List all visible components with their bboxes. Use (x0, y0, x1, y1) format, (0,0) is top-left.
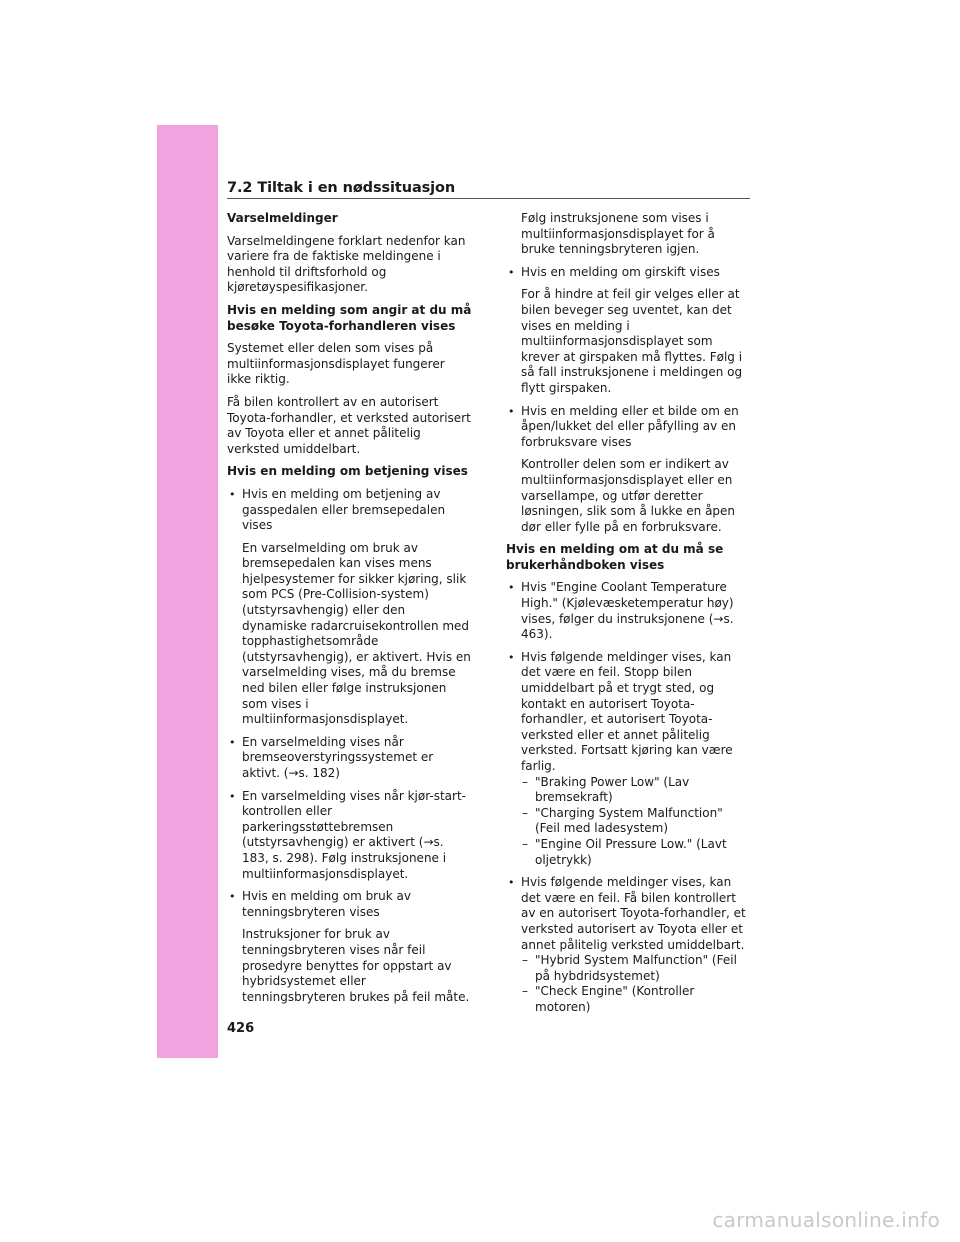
heading-warning-messages: Varselmeldinger (227, 211, 338, 225)
dash-item: – "Hybrid System Malfunction" (Feil på hybdridsystemet) (506, 953, 751, 984)
bullet-item: • Hvis en melding om girskift vises (506, 265, 751, 281)
heading-see-manual: Hvis en melding om at du må se brukerhåndboken vises (506, 542, 724, 572)
bullet-item: • En varselmelding vises når kjør-start-kontrollen eller parkeringsstøttebremsen (utstyrsavhengig) er aktivert (→s. 183, s. 298). Følg instruksjonene i multiinformasjonsdisplayet. (227, 789, 472, 883)
bullet-item: • Hvis følgende meldinger vises, kan det være en feil. Stopp bilen umiddelbart på et trygt sted, og kontakt en autorisert Toyota-forhandler, et autorisert Toyota-verksted eller et annet pålitelig verksted. Fortsatt kjøring kan være farlig. (506, 650, 751, 775)
bullet-text: For å hindre at feil gir velges eller at bilen beveger seg uventet, kan det vises en melding i multiinformasjonsdisplayet som krever at girspaken må flyttes. Følg i så fall instruksjonene i meldingen og flytt girspaken. (521, 287, 743, 395)
dash-item: – "Engine Oil Pressure Low." (Lavt oljetrykk) (506, 837, 751, 868)
heading-operation-message: Hvis en melding om betjening vises (227, 464, 468, 479)
bullet-text: Følg instruksjonene som vises i multiinformasjonsdisplayet for å bruke tenningsbryteren igjen. (521, 211, 715, 257)
bullet-item: • Hvis en melding om bruk av tenningsbryteren vises (227, 889, 472, 920)
paragraph: Få bilen kontrollert av en autorisert Toyota-forhandler, et verksted autorisert av Toyota eller et annet pålitelig verksted umiddelbart. (227, 394, 471, 456)
paragraph: Varselmeldingene forklart nedenfor kan variere fra de faktiske meldingene i henhold til driftsforhold og kjøretøyspesifikasjoner. (227, 233, 466, 295)
bullet-item: • Hvis en melding eller et bilde om en åpen/lukket del eller påfylling av en forbruksvare vises (506, 404, 751, 451)
page-number: 426 (227, 1021, 255, 1036)
bullet-item: • Hvis "Engine Coolant Temperature High." (Kjølevæsketemperatur høy) vises, følger du instruksjonene (→s. 463). (506, 580, 751, 642)
watermark: carmanualsonline.info (712, 1208, 940, 1232)
chapter-tab-strip (157, 125, 218, 1058)
right-column (506, 211, 751, 1016)
paragraph: Systemet eller delen som vises på multiinformasjonsdisplayet fungerer ikke riktig. (227, 341, 445, 387)
section-header: 7.2 Tiltak i en nødssituasjon (227, 180, 750, 199)
bullet-text: En varselmelding om bruk av bremsepedalen kan vises mens hjelpesystemer for sikker kjøring, slik som PCS (Pre-Collision-system) (utstyrsavhengig) eller den dynamiske radarcruisekontrollen med topphastighetsområde (utstyrsavhengig), er aktivert. Hvis en varselmelding vises, må du bremse ned bilen eller følge instruksjonen som vises i multiinformasjonsdisplayet. (242, 540, 471, 727)
bullet-item: • Hvis en melding om betjening av gasspedalen eller bremsepedalen vises (227, 487, 472, 534)
dash-item: – "Charging System Malfunction" (Feil med ladesystem) (506, 806, 751, 837)
dash-item: – "Braking Power Low" (Lav bremsekraft) (506, 775, 751, 806)
dash-item: – "Check Engine" (Kontroller motoren) (506, 984, 751, 1015)
bullet-item: • En varselmelding vises når bremseoverstyringssystemet er aktivt. (→s. 182) (227, 735, 472, 782)
left-column (227, 211, 472, 1012)
heading-visit-dealer: Hvis en melding som angir at du må besøke Toyota-forhandleren vises (227, 302, 472, 333)
bullet-text: Kontroller delen som er indikert av multiinformasjonsdisplayet eller en varsellampe, og utfør deretter løsningen, slik som å lukke en åpen dør eller fylle på en forbruksvare. (521, 457, 736, 534)
bullet-text: Instruksjoner for bruk av tenningsbryteren vises når feil prosedyre benyttes for oppstart av hybridsystemet eller tenningsbryteren brukes på feil måte. (242, 927, 470, 1004)
bullet-item: • Hvis følgende meldinger vises, kan det være en feil. Få bilen kontrollert av en autorisert Toyota-forhandler, et verksted autorisert av Toyota eller et annet pålitelig verksted umiddelbart. (506, 875, 751, 953)
